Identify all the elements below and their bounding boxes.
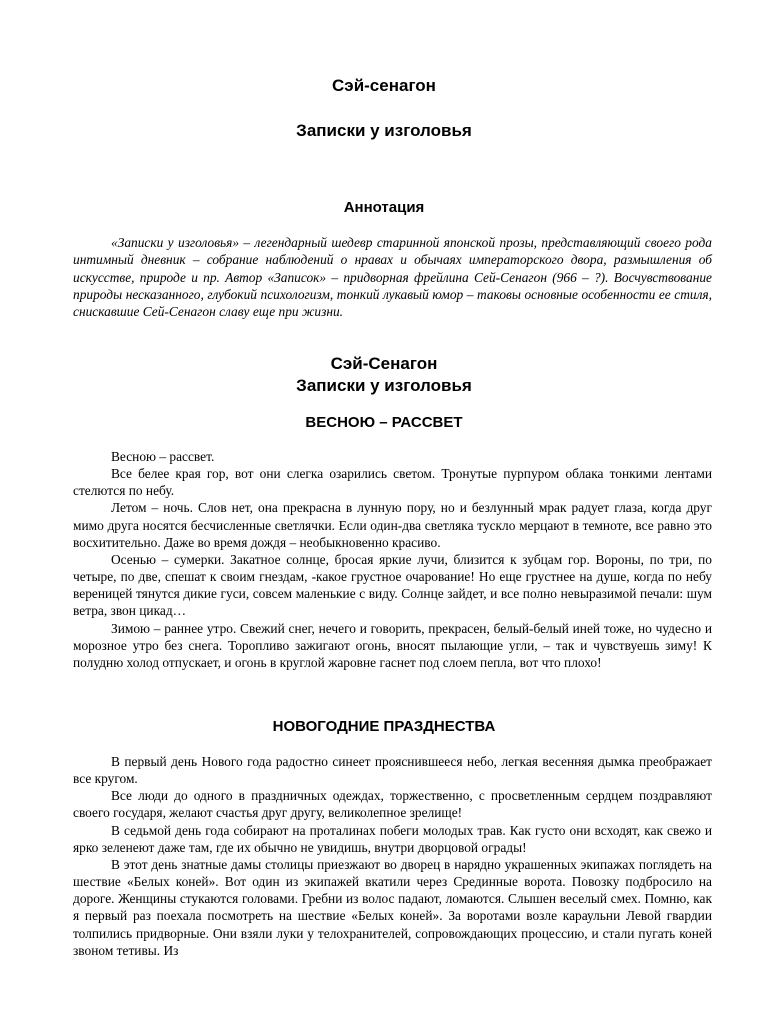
section-body-spring — [73, 448, 712, 671]
annotation-text: «Записки у изголовья» – легендарный шедевр старинной японской прозы, представляющий своего рода интимный дневник – собрание наблюдений о нравах и обычаях императорского двора, размышления об искусстве, природе и пр. Автор «Записок» – придворная фрейлина Сей-Сенагон (966 – ?). Восчувствование природы несказанного, глубокий психологизм, тонкий лукавый юмор – таковы основные особенности ее стиля, снискавшие Сей-Сенагон славу еще при жизни. — [73, 235, 712, 320]
book-author: Сэй-Сенагон — [330, 354, 438, 373]
annotation-heading: Аннотация — [343, 199, 425, 216]
section-heading-new-year: НОВОГОДНИЕ ПРАЗДНЕСТВА — [272, 718, 496, 735]
paragraph: Весною – рассвет. — [111, 449, 215, 464]
section-body-new-year — [73, 753, 712, 959]
paragraph: Осенью – сумерки. Закатное солнце, бросая яркие лучи, близится к зубцам гор. Вороны, по три, по четыре, по две, спешат к своим гнездам, -какое грустное очарование! Но еще грустнее на душе, когда по небу вереницей тянутся дикие гуси, совсем маленькие с виду. Солнце зайдет, и все полно невыразимой печали: шум ветра, звон цикад… — [73, 551, 712, 619]
author-name: Сэй-сенагон — [332, 76, 436, 95]
paragraph: В первый день Нового года радостно синеет прояснившееся небо, легкая весенняя дымка преображает все кругом. — [73, 754, 712, 787]
book-title-repeat: Записки у изголовья — [296, 376, 472, 395]
paragraph: В седьмой день года собирают на проталинах побеги молодых трав. Как густо они всходят, как свежо и ярко зеленеют даже там, где их обычно не увидишь, внутри дворцовой ограды! — [73, 822, 712, 855]
paragraph: В этот день знатные дамы столицы приезжают во дворец в нарядно украшенных экипажах поглядеть на шествие «Белых коней». Вот один из экипажей вкатили через Срединные ворота. Повозку подбросило на дороге. Женщины стукаются головами. Гребни из волос падают, ломаются. Слышен веселый смех. Помню, как я первый раз поехала посмотреть на шествие «Белых коней». За воротами возле караульни Левой гвардии толпились придворные. Они взяли луки у телохранителей, сопровождающих процессию, и стали пугать коней звоном тетивы. Из — [73, 856, 712, 958]
paragraph: Все белее края гор, вот они слегка озарились светом. Тронутые пурпуром облака тонкими лентами стелются по небу. — [73, 466, 712, 499]
paragraph: Зимою – раннее утро. Свежий снег, нечего и говорить, прекрасен, белый-белый иней тоже, но чудесно и морозное утро без снега. Торопливо зажигают огонь, вносят пылающие угли, – так и чувствуешь зиму! К полудню холод отпускает, и огонь в круглой жаровне гаснет под слоем пепла, вот что плохо! — [73, 620, 712, 670]
paragraph: Все люди до одного в праздничных одеждах, торжественно, с просветленным сердцем поздравляют своего государя, желают счастья друг другу, великолепное зрелище! — [73, 788, 712, 821]
paragraph: Летом – ночь. Слов нет, она прекрасна в лунную пору, но и безлунный мрак радует глаза, когда друг мимо друга носятся бесчисленные светлячки. Если один-два светляка тускло мерцают в темноте, все равно это восхитительно. Даже во время дождя – необыкновенно красиво. — [73, 500, 712, 550]
section-heading-spring: ВЕСНОЮ – РАССВЕТ — [305, 414, 463, 431]
book-title: Записки у изголовья — [296, 121, 472, 140]
